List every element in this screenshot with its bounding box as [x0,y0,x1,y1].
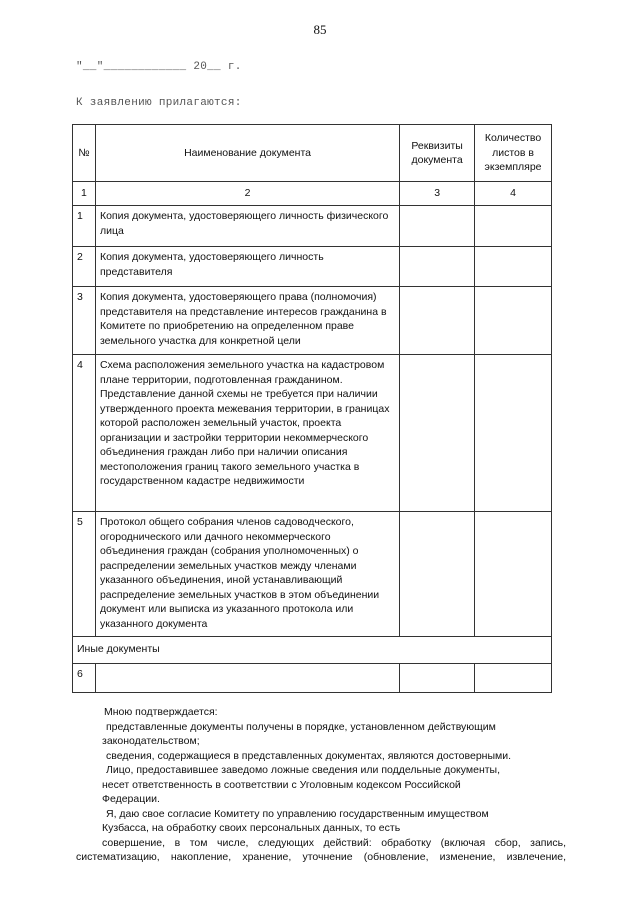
confirmation-line: Лицо, предоставившее заведомо ложные сведения или поддельные документы, [106,764,501,776]
row-requisites [400,664,475,693]
row-doc-name [95,664,399,693]
row-requisites [400,247,475,287]
header-requisites: Реквизиты документа [400,125,475,182]
row-requisites [400,355,475,512]
attachments-title: К заявлению прилагаются: [76,97,242,109]
row-requisites [400,512,475,637]
confirmation-line: несет ответственность в соответствии с Уголовным кодексом Российской [102,778,461,791]
row-sheets [475,287,552,355]
row-doc-name: Копия документа, удостоверяющего личность физического лица [95,206,399,247]
date-line: "__"____________ 20__ г. [76,61,242,73]
confirmation-heading: Мною подтверждается: [104,706,218,718]
row-num: 2 [73,247,96,287]
table-row [73,355,552,512]
page-number: 85 [313,22,327,37]
table-row [73,247,552,287]
column-number: 4 [475,182,552,206]
confirmation-line: представленные документы получены в порядке, установленном действующим [106,720,496,733]
row-doc-name: Схема расположения земельного участка на кадастровом плане территории, подготовленная гражданином. Представление данной схемы не требуется при наличии утвержденного проекта межевания территории, в границах которой расположен земельный участок, проекта организации и застройки территории некоммерческого объединения граждан либо при наличии описания местоположения границ такого земельного участка в государственном кадастре недвижимости [95,355,399,512]
column-number: 1 [73,182,96,206]
row-num: 6 [73,664,96,693]
confirmation-line: сведения, содержащиеся в представленных документах, являются достоверными. [106,749,512,762]
row-requisites [400,287,475,355]
table-row [73,512,552,637]
confirmation-line: систематизацию, накопление, хранение, уточнение (обновление, изменение, извлечение, [76,851,566,863]
table-row [73,287,552,355]
row-requisites [400,206,475,247]
confirmation-line: совершение, в том числе, следующих действий: обработку (включая сбор, запись, [102,836,566,849]
confirmation-text [76,705,566,865]
column-number: 2 [95,182,399,206]
row-sheets [475,247,552,287]
row-num: 5 [73,512,96,637]
row-sheets [475,664,552,693]
confirmation-line: Федерации. [102,793,160,805]
table-row [73,206,552,247]
header-name: Наименование документа [95,125,399,182]
header-num: № [73,125,96,182]
row-doc-name: Протокол общего собрания членов садоводческого, огороднического или дачного некоммерческого объединения граждан (собрания уполномоченных) о распределении земельных участков между членами указанного объединения, иной устанавливающий распределение земельных участков в этом объединении документ или выписка из указанного протокола или указанного документа [95,512,399,637]
table-row [73,664,552,693]
row-sheets [475,355,552,512]
row-num: 4 [73,355,96,512]
row-sheets [475,512,552,637]
confirmation-line: Кузбасса, на обработку своих персональных данных, то есть [102,822,401,834]
row-num: 3 [73,287,96,355]
row-doc-name: Копия документа, удостоверяющего личность представителя [95,247,399,287]
header-sheets: Количество листов в экземпляре [475,125,552,182]
documents-table [72,124,552,693]
row-doc-name: Копия документа, удостоверяющего права (полномочия) представителя на представление интересов гражданина в Комитете по приобретению на определенном праве земельного участка для конкретной цели [95,287,399,355]
column-number: 3 [400,182,475,206]
confirmation-line: Я, даю свое согласие Комитету по управлению государственным имуществом [106,807,489,820]
table-header-row [73,125,552,182]
other-documents-label: Иные документы [73,637,552,664]
other-documents-row [73,637,552,664]
confirmation-line: законодательством; [102,735,200,747]
row-sheets [475,206,552,247]
column-numbers-row [73,182,552,206]
row-num: 1 [73,206,96,247]
